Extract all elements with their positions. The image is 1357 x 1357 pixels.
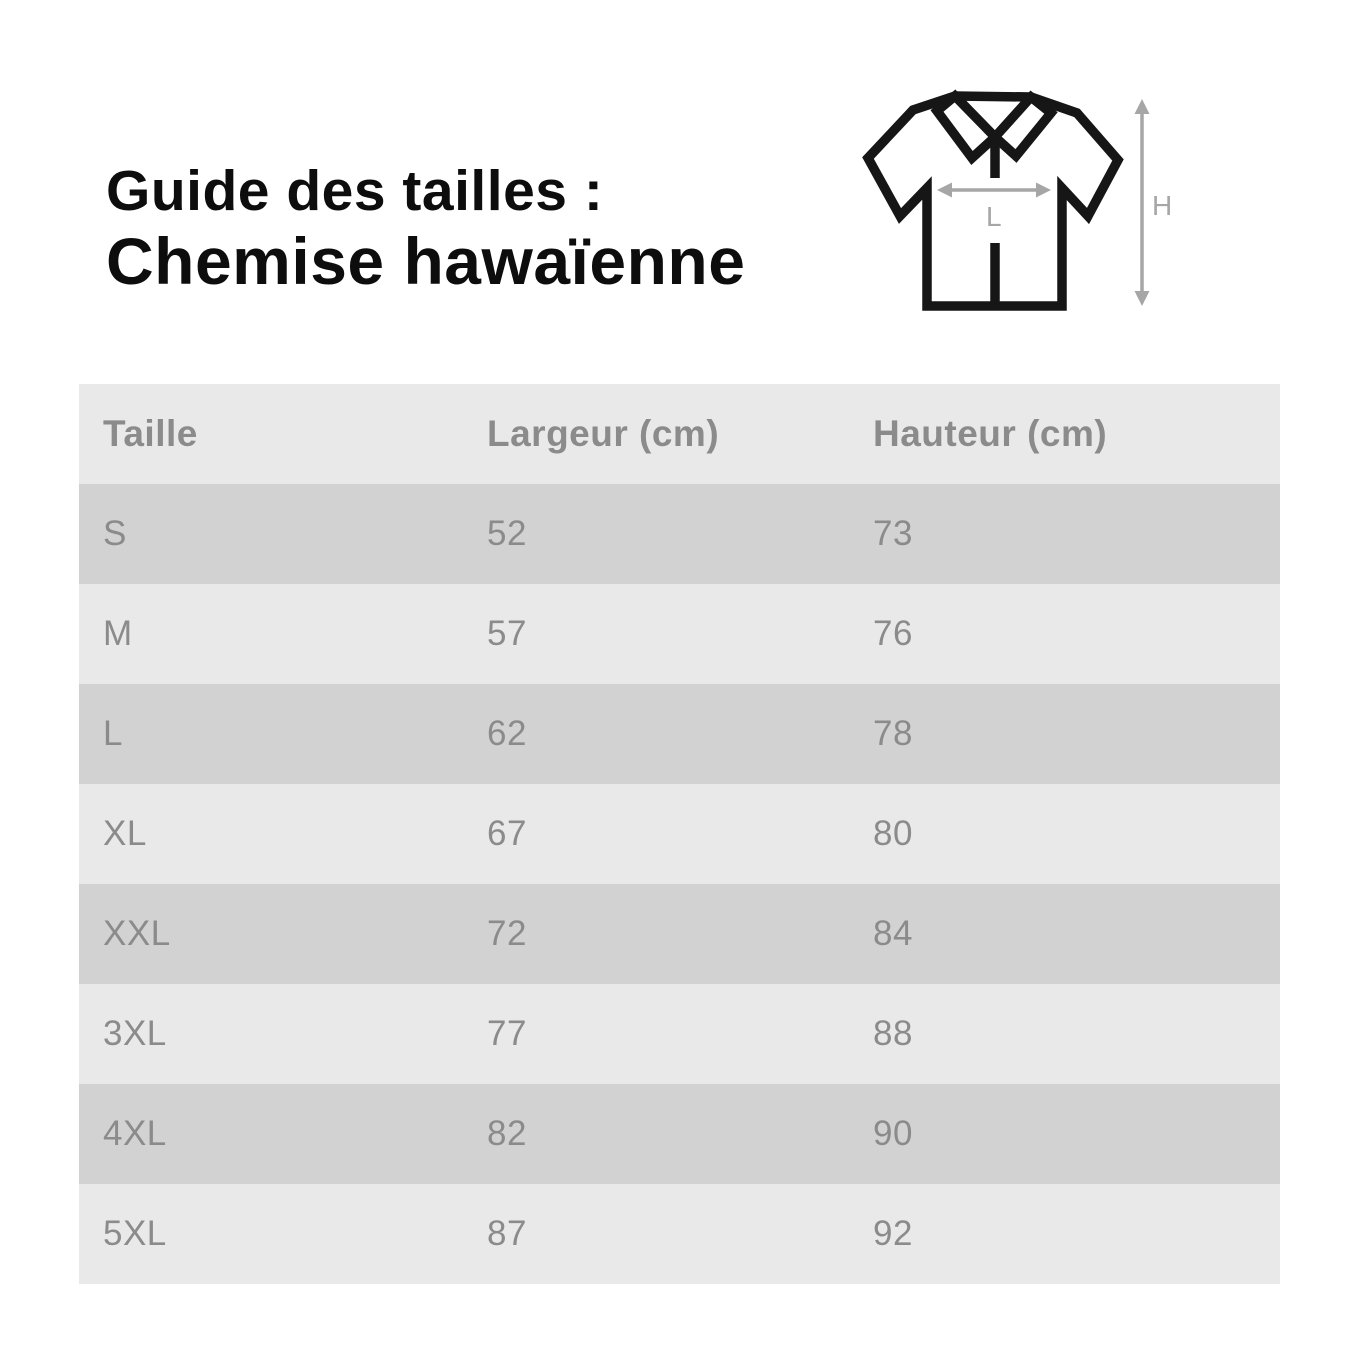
cell-largeur: 82 — [487, 1114, 527, 1153]
cell-taille: 3XL — [103, 1014, 167, 1053]
width-arrow-label: L — [986, 201, 1002, 232]
cell-largeur: 77 — [487, 1014, 527, 1053]
table-row — [79, 1084, 1280, 1184]
cell-hauteur: 76 — [873, 614, 913, 653]
column-header-taille: Taille — [103, 413, 198, 454]
shirt-icon — [855, 85, 1185, 325]
cell-largeur: 52 — [487, 514, 527, 553]
table-row — [79, 984, 1280, 1084]
cell-hauteur: 84 — [873, 914, 913, 953]
page-title — [106, 158, 745, 298]
cell-largeur: 57 — [487, 614, 527, 653]
cell-hauteur: 73 — [873, 514, 913, 553]
table-row — [79, 1184, 1280, 1284]
size-table — [79, 384, 1280, 1284]
cell-hauteur: 90 — [873, 1114, 913, 1153]
shirt-measurement-diagram — [855, 85, 1185, 325]
table-row — [79, 884, 1280, 984]
page-title-line1: Guide des tailles : — [106, 159, 604, 223]
cell-taille: 5XL — [103, 1214, 167, 1253]
cell-largeur: 62 — [487, 714, 527, 753]
table-row — [79, 584, 1280, 684]
column-header-hauteur: Hauteur (cm) — [873, 413, 1108, 454]
cell-taille: S — [103, 514, 127, 553]
page-title-line2: Chemise hawaïenne — [106, 224, 746, 298]
cell-largeur: 67 — [487, 814, 527, 853]
cell-taille: 4XL — [103, 1114, 167, 1153]
table-row — [79, 784, 1280, 884]
table-body — [79, 484, 1280, 1284]
cell-taille: M — [103, 614, 133, 653]
cell-largeur: 72 — [487, 914, 527, 953]
height-arrow-label: H — [1152, 190, 1173, 221]
cell-hauteur: 92 — [873, 1214, 913, 1253]
cell-taille: L — [103, 714, 123, 753]
cell-hauteur: 88 — [873, 1014, 913, 1053]
column-header-largeur: Largeur (cm) — [487, 413, 720, 454]
table-header-row — [79, 384, 1280, 484]
table-row — [79, 484, 1280, 584]
cell-largeur: 87 — [487, 1214, 527, 1253]
table-row — [79, 684, 1280, 784]
cell-taille: XXL — [103, 914, 171, 953]
cell-hauteur: 78 — [873, 714, 913, 753]
cell-hauteur: 80 — [873, 814, 913, 853]
cell-taille: XL — [103, 814, 147, 853]
height-arrow — [1135, 99, 1150, 306]
